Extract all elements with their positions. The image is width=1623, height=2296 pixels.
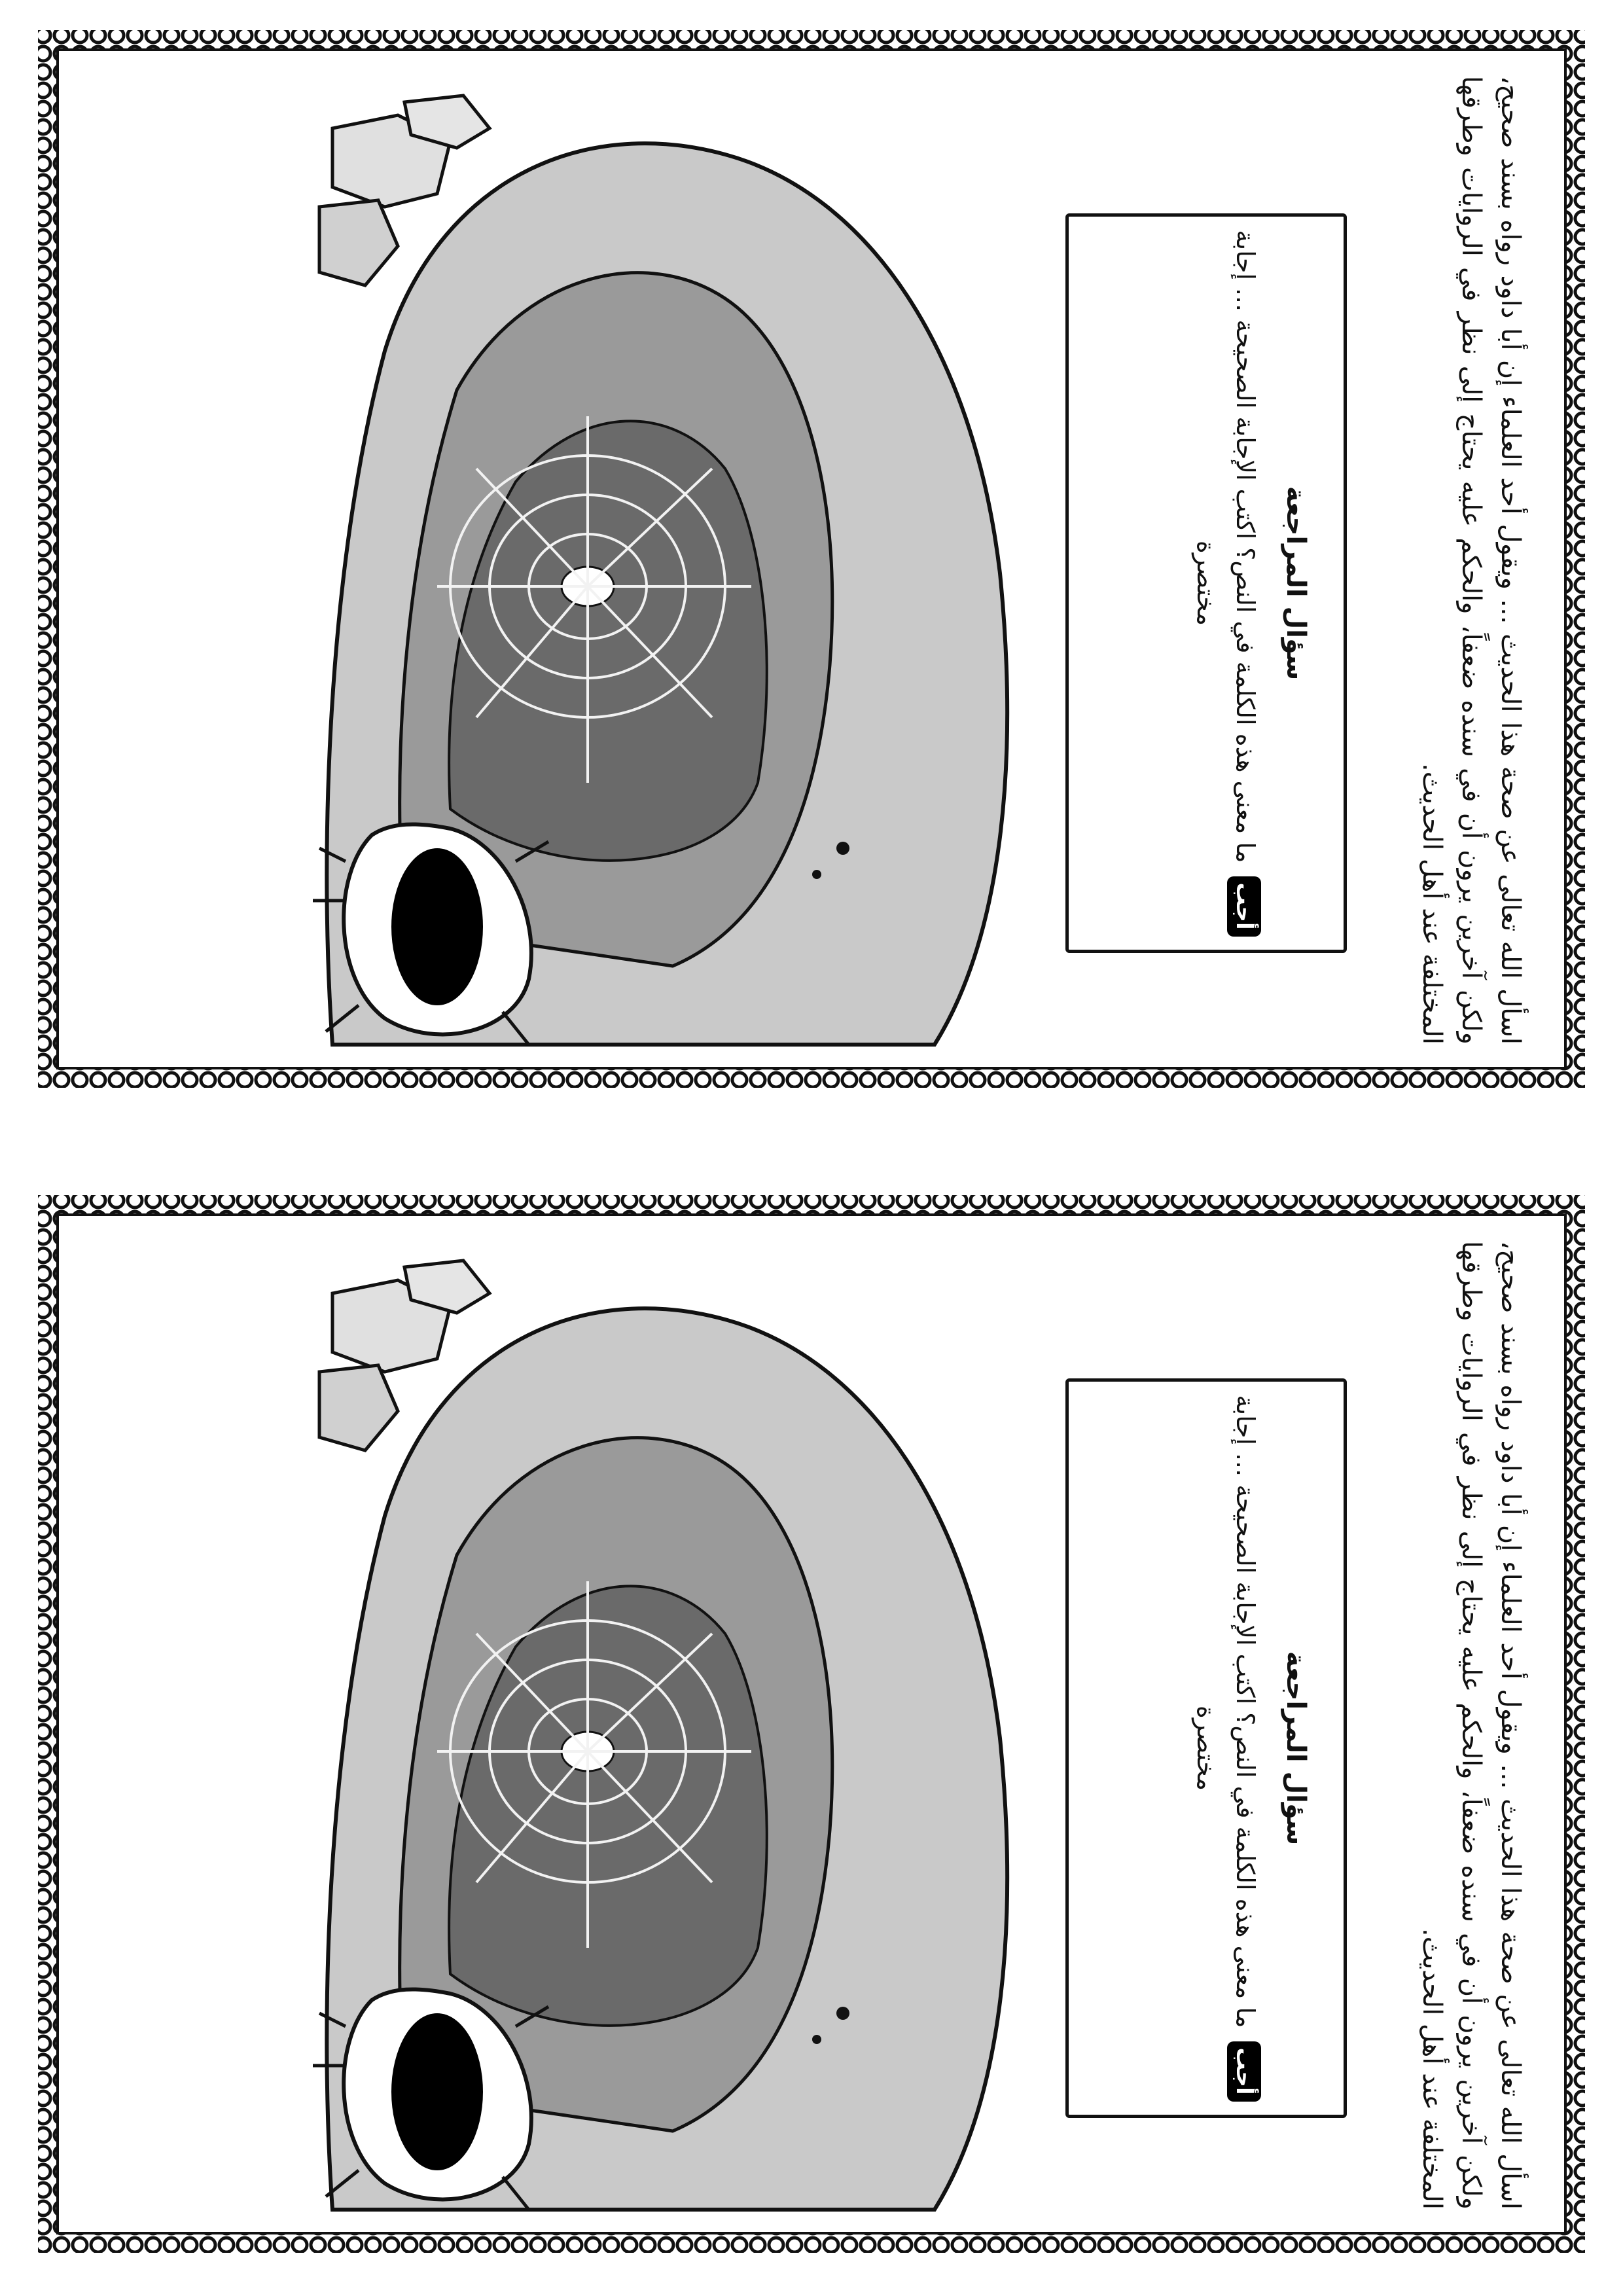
answer-badge: أجب xyxy=(1227,2041,1261,2102)
box-question-text: ما معنى هذه الكلمة في النص؟ اكتب الإجابة الصحيحة ... إجابة مختصرة xyxy=(1192,230,1260,863)
box-title: سؤال المراجعة xyxy=(1281,1651,1311,1846)
card-top xyxy=(34,26,1589,1092)
paragraph-block xyxy=(1406,69,1537,1051)
question-box xyxy=(1065,1378,1347,2118)
cave-illustration-icon xyxy=(306,1241,1026,2233)
answer-badge: أجب xyxy=(1227,876,1261,937)
card-bottom xyxy=(34,1191,1589,2257)
paragraph-text: اسأل الله تعالى عن صحة هذا الحديث ... ويقول أحد العلماء إن أبا داود رواه بسند صحيح، ولكن آخرين يرون أن في سنده ضعفاً، والحكم عليه يحتاج إلى نظر في الروايات وطرقها المختلفة عند أهل الحديث. xyxy=(1417,1241,1525,2210)
card-content xyxy=(58,50,1565,1068)
box-question-text: ما معنى هذه الكلمة في النص؟ اكتب الإجابة الصحيحة ... إجابة مختصرة xyxy=(1192,1395,1260,2028)
card-content xyxy=(58,1215,1565,2233)
question-box xyxy=(1065,213,1347,953)
paragraph-text: اسأل الله تعالى عن صحة هذا الحديث ... ويقول أحد العلماء إن أبا داود رواه بسند صحيح، ولكن آخرين يرون أن في سنده ضعفاً، والحكم عليه يحتاج إلى نظر في الروايات وطرقها المختلفة عند أهل الحديث. xyxy=(1417,76,1525,1045)
box-question xyxy=(1186,230,1265,937)
box-question xyxy=(1186,1395,1265,2102)
paragraph-block xyxy=(1406,1234,1537,2216)
cave-illustration-icon xyxy=(306,76,1026,1068)
box-title: سؤال المراجعة xyxy=(1281,486,1311,681)
